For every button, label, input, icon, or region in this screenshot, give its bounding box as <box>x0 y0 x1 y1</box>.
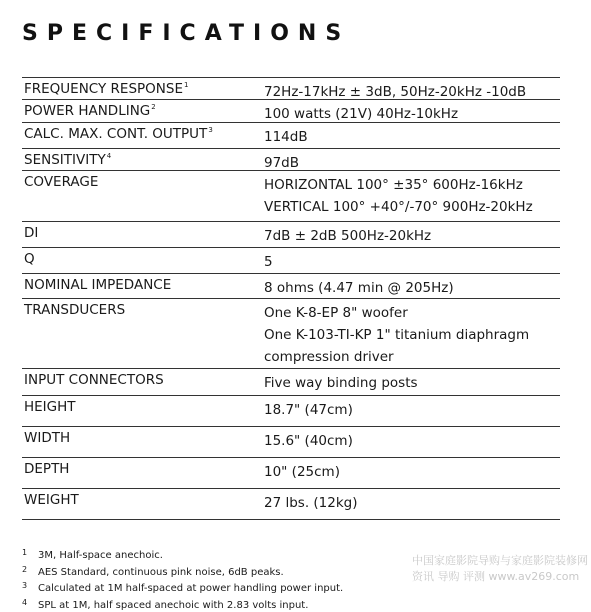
footnote-text: 3M, Half-space anechoic. <box>38 550 163 561</box>
spec-value-line: 10" (25cm) <box>264 461 340 483</box>
spec-value <box>264 399 353 421</box>
footnote-ref: 4 <box>107 152 111 160</box>
spec-label: COVERAGE <box>24 174 98 190</box>
spec-label: TRANSDUCERS <box>24 302 125 318</box>
spec-row <box>22 299 560 369</box>
specifications-table <box>22 77 560 520</box>
spec-row <box>22 149 560 171</box>
spec-label: DEPTH <box>24 461 69 477</box>
footnote-number: 2 <box>22 563 38 577</box>
spec-value <box>264 225 431 247</box>
spec-value <box>264 461 340 483</box>
spec-value-line: 114dB <box>264 126 308 148</box>
spec-label: HEIGHT <box>24 399 76 415</box>
footnote <box>22 546 343 563</box>
spec-label: INPUT CONNECTORS <box>24 372 164 388</box>
spec-row <box>22 100 560 123</box>
spec-label: POWER HANDLING$^2$ <box>24 103 156 119</box>
spec-value-line: Five way binding posts <box>264 372 418 394</box>
spec-label: SENSITIVITY$^4$ <box>24 152 111 168</box>
watermark <box>412 553 588 585</box>
spec-value-line: 15.6" (40cm) <box>264 430 353 452</box>
spec-value <box>264 251 273 273</box>
spec-value-line: One K-8-EP 8" woofer <box>264 302 529 324</box>
spec-value-line: 97dB <box>264 152 299 174</box>
footnotes <box>22 546 343 612</box>
footnote-number: 1 <box>22 546 38 560</box>
footnote-ref: 2 <box>151 103 155 111</box>
spec-row <box>22 489 560 520</box>
spec-label: NOMINAL IMPEDANCE <box>24 277 171 293</box>
spec-value-line: One K-103-TI-KP 1" titanium diaphragm <box>264 324 529 346</box>
spec-value-line: 100 watts (21V) 40Hz-10kHz <box>264 103 458 125</box>
footnote <box>22 563 343 580</box>
spec-label: CALC. MAX. CONT. OUTPUT$^3$ <box>24 126 213 142</box>
spec-row <box>22 458 560 489</box>
footnote-number: 3 <box>22 579 38 593</box>
spec-value-line: VERTICAL 100° +40°/-70° 900Hz-20kHz <box>264 196 533 218</box>
spec-label: DI <box>24 225 38 241</box>
footnote <box>22 596 343 612</box>
spec-value-line: 18.7" (47cm) <box>264 399 353 421</box>
spec-value-line: HORIZONTAL 100° ±35° 600Hz-16kHz <box>264 174 533 196</box>
watermark-line-2: 资讯 导购 评测 www.av269.com <box>412 569 588 585</box>
spec-value <box>264 492 358 514</box>
spec-value <box>264 302 529 368</box>
spec-value-line: compression driver <box>264 346 529 368</box>
footnote-text: AES Standard, continuous pink noise, 6dB peaks. <box>38 567 284 578</box>
footnote-ref: 3 <box>208 126 212 134</box>
footnote-text: Calculated at 1M half-spaced at power handling power input. <box>38 583 343 594</box>
spec-value <box>264 372 418 394</box>
spec-label: WEIGHT <box>24 492 79 508</box>
footnote-ref: 1 <box>184 81 188 89</box>
spec-value <box>264 174 533 218</box>
spec-row <box>22 427 560 458</box>
spec-value-line: 5 <box>264 251 273 273</box>
spec-label: FREQUENCY RESPONSE$^1$ <box>24 81 188 97</box>
spec-row <box>22 77 560 100</box>
spec-label: WIDTH <box>24 430 70 446</box>
footnote-number: 4 <box>22 596 38 610</box>
spec-row <box>22 171 560 222</box>
spec-row <box>22 248 560 274</box>
spec-row <box>22 396 560 427</box>
footnote-text: SPL at 1M, half spaced anechoic with 2.83 volts input. <box>38 600 308 611</box>
spec-value <box>264 103 458 125</box>
footnote <box>22 579 343 596</box>
spec-value-line: 7dB ± 2dB 500Hz-20kHz <box>264 225 431 247</box>
spec-row <box>22 369 560 396</box>
spec-row <box>22 222 560 248</box>
spec-value-line: 72Hz-17kHz ± 3dB, 50Hz-20kHz -10dB <box>264 81 526 103</box>
spec-value <box>264 277 454 299</box>
spec-value-line: 27 lbs. (12kg) <box>264 492 358 514</box>
spec-label: Q <box>24 251 35 267</box>
spec-row <box>22 274 560 299</box>
spec-value-line: 8 ohms (4.47 min @ 205Hz) <box>264 277 454 299</box>
spec-row <box>22 123 560 149</box>
spec-value <box>264 430 353 452</box>
watermark-line-1: 中国家庭影院导购与家庭影院装修网 <box>412 553 588 569</box>
spec-value <box>264 126 308 148</box>
page-title: SPECIFICATIONS <box>22 21 350 46</box>
